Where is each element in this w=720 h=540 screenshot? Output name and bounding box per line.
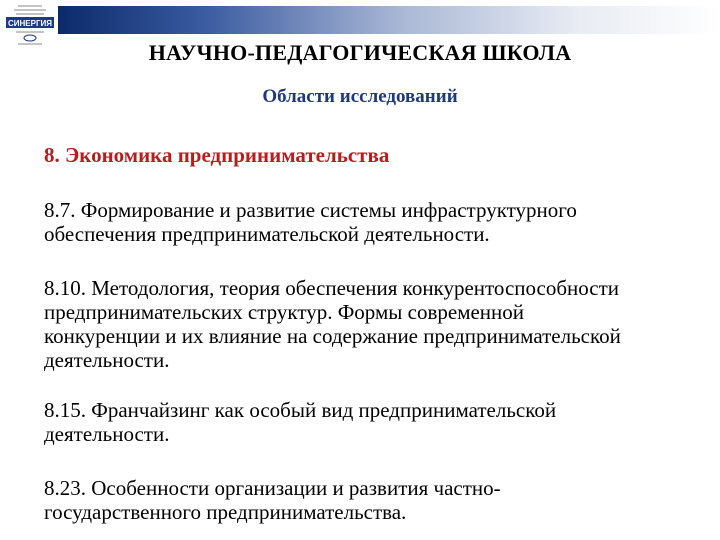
- item-line: обеспечения предпринимательской деятельности.: [44, 222, 490, 246]
- item-line: деятельности.: [44, 348, 170, 372]
- logo-wordmark: СИНЕРГИЯ: [7, 19, 53, 28]
- list-item: [44, 198, 714, 246]
- item-line: 8.15. Франчайзинг как особый вид предпринимательской: [44, 398, 557, 422]
- item-line: 8.10. Методология, теория обеспечения конкурентоспособности: [44, 276, 620, 300]
- item-line: конкуренции и их влияние на содержание предпринимательской: [44, 324, 621, 348]
- item-line: государственного предпринимательства.: [44, 500, 407, 524]
- page-subtitle: Области исследований: [262, 86, 458, 107]
- section-heading: 8. Экономика предпринимательства: [44, 143, 390, 167]
- list-item: [44, 476, 714, 524]
- item-line: 8.23. Особенности организации и развития частно-: [44, 476, 501, 500]
- page-title: НАУЧНО-ПЕДАГОГИЧЕСКАЯ ШКОЛА: [148, 40, 572, 65]
- item-line: деятельности.: [44, 422, 170, 446]
- item-line: предпринимательских структур. Формы современной: [44, 300, 525, 324]
- list-item: [44, 398, 714, 446]
- list-item: [44, 276, 714, 372]
- header-band: [58, 6, 720, 34]
- item-line: 8.7. Формирование и развитие системы инфраструктурного: [44, 198, 577, 222]
